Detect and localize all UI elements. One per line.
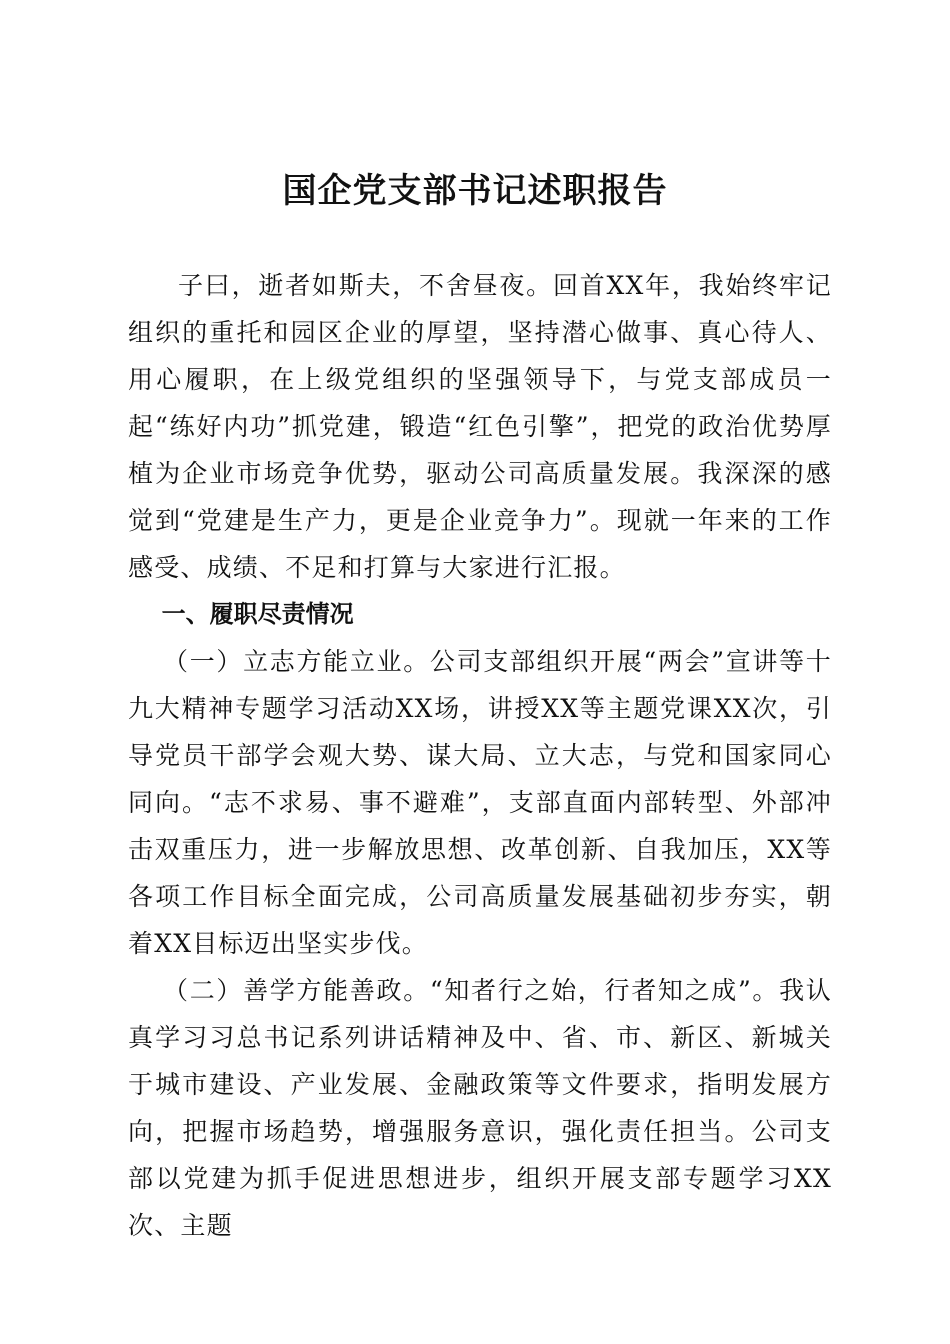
paragraph-2: （二）善学方能善政。“知者行之始，行者知之成”。我认真学习习总书记系列讲话精神及中、省、市、新区、新城关于城市建设、产业发展、金融政策等文件要求，指明发展方向，把握市场趋势，增强服务意识，强化责任担当。公司支部以党建为抓手促进思想进步，组织开展支部专题学习XX次、主题 — [128, 976, 832, 1240]
document-body — [128, 262, 832, 1249]
document-title: 国企党支部书记述职报告 — [282, 171, 668, 211]
section-heading-1: 一、履职尽责情况 — [161, 600, 354, 628]
paragraph-1: （一）立志方能立业。公司支部组织开展“两会”宣讲等十九大精神专题学习活动XX场，讲授XX等主题党课XX次，引导党员干部学会观大势、谋大局、立大志，与党和国家同心同向。“志不求易、事不避难”，支部直面内部转型、外部冲击双重压力，进一步解放思想、改革创新、自我加压，XX等各项工作目标全面完成，公司高质量发展基础初步夯实，朝着XX目标迈出坚实步伐。 — [128, 647, 832, 958]
intro-paragraph: 子曰，逝者如斯夫，不舍昼夜。回首XX年，我始终牢记组织的重托和园区企业的厚望，坚持潜心做事、真心待人、用心履职，在上级党组织的坚强领导下，与党支部成员一起“练好内功”抓党建，锻造“红色引擎”，把党的政治优势厚植为企业市场竞争优势，驱动公司高质量发展。我深深的感觉到“党建是生产力，更是企业竞争力”。现就一年来的工作感受、成绩、不足和打算与大家进行汇报。 — [128, 271, 832, 582]
